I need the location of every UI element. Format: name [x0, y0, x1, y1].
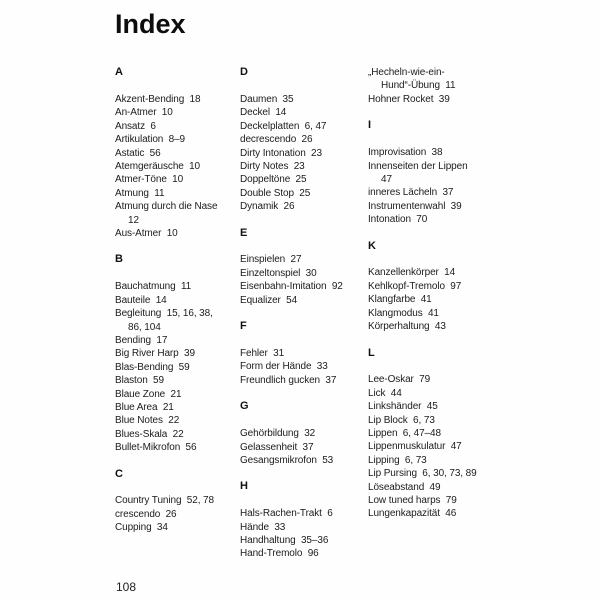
index-entry — [368, 440, 518, 453]
index-entry — [115, 294, 240, 307]
index-entry — [240, 106, 368, 119]
index-column — [368, 66, 518, 561]
index-entry — [240, 441, 368, 454]
index-entry — [115, 160, 240, 173]
index-entry — [240, 187, 368, 200]
index-entry — [368, 146, 518, 159]
index-entry-text: Lip Block 6, 73 — [368, 414, 435, 426]
index-entry — [368, 200, 518, 213]
index-section-f — [240, 320, 368, 387]
section-letter: B — [115, 253, 123, 266]
index-entry-text: Körperhaltung 43 — [368, 321, 446, 333]
index-entry-text: Hände 33 — [240, 521, 286, 533]
index-entry-text: Atemgeräusche 10 — [115, 160, 201, 172]
index-entry — [115, 93, 240, 106]
index-column — [240, 66, 368, 561]
index-entry-text: Blas-Bending 59 — [115, 361, 190, 373]
index-entry — [115, 200, 240, 227]
index-section-k — [368, 240, 518, 334]
index-entry-text: Gesangsmikrofon 53 — [240, 454, 334, 466]
index-section-a — [115, 66, 240, 240]
index-entry — [240, 133, 368, 146]
index-entry-text: Deckelplatten 6, 47 — [240, 120, 327, 132]
index-entry-text: decrescendo 26 — [240, 134, 313, 146]
index-columns — [115, 66, 580, 561]
index-entry-text: Dirty Intonation 23 — [240, 147, 322, 159]
index-entry-text: inneres Lächeln 37 — [368, 187, 454, 199]
index-entry-text: Kanzellenkörper 14 — [368, 267, 456, 279]
section-letter: F — [240, 320, 247, 333]
index-entry-text: Gehörbildung 32 — [240, 428, 316, 440]
index-entry-text: Lipping 6, 73 — [368, 454, 427, 466]
index-entry-text: Daumen 35 — [240, 93, 294, 105]
index-section-c — [115, 468, 240, 535]
index-section-l — [368, 347, 518, 521]
index-entry — [368, 373, 518, 386]
index-entry — [240, 534, 368, 547]
index-entry-text: Löseabstand 49 — [368, 481, 441, 493]
index-entry — [115, 361, 240, 374]
index-entry — [115, 508, 240, 521]
index-entry-text: Improvisation 38 — [368, 147, 443, 159]
page-number: 108 — [116, 580, 137, 594]
index-entry — [240, 93, 368, 106]
index-entry — [115, 334, 240, 347]
index-entry-text: Double Stop 25 — [240, 187, 311, 199]
index-entry-text: Lick 44 — [368, 387, 402, 399]
index-entry — [368, 266, 518, 279]
index-entry-text: Atmung 11 — [115, 187, 165, 199]
section-letter: L — [368, 346, 375, 359]
index-entry-text: Einspielen 27 — [240, 254, 302, 266]
index-entry-text: Hand-Tremolo 96 — [240, 548, 319, 560]
index-entry-text: Lip Pursing 6, 30, 73, 89 — [368, 468, 477, 480]
index-entry — [115, 414, 240, 427]
index-entry-text: Deckel 14 — [240, 107, 287, 119]
index-entry — [240, 427, 368, 440]
index-entry — [240, 267, 368, 280]
index-entry — [240, 120, 368, 133]
index-entry — [368, 427, 518, 440]
index-entry-text: Lee-Oskar 79 — [368, 374, 431, 386]
index-entry-text: Intonation 70 — [368, 214, 428, 226]
index-entry — [368, 481, 518, 494]
index-entry-text: Handhaltung 35–36 — [240, 535, 329, 547]
index-entry-text: Cupping 34 — [115, 522, 168, 534]
index-entry-continuation: 47 — [381, 173, 392, 185]
index-entry-text: Innenseiten der Lippen — [368, 160, 468, 172]
index-entry — [240, 547, 368, 560]
index-entry — [368, 387, 518, 400]
page-title: Index — [115, 9, 186, 39]
section-letter: D — [240, 66, 248, 78]
index-entry — [240, 360, 368, 373]
index-entry — [368, 414, 518, 427]
index-entry-text: Lungenkapazität 46 — [368, 508, 457, 520]
index-entry — [115, 307, 240, 334]
index-entry-text: Gelassenheit 37 — [240, 441, 314, 453]
index-entry — [368, 160, 518, 187]
index-entry-text: Kehlkopf-Tremolo 97 — [368, 280, 462, 292]
index-entry-text: Lippenmuskulatur 47 — [368, 441, 462, 453]
section-letter: K — [368, 239, 376, 252]
index-section-continued — [368, 66, 518, 106]
index-entry-text: Klangfarbe 41 — [368, 294, 432, 306]
index-entry — [115, 187, 240, 200]
index-entry-text: Akzent-Bending 18 — [115, 93, 201, 105]
section-letter: E — [240, 226, 248, 239]
index-entry-text: Atmer-Töne 10 — [115, 174, 184, 186]
index-entry-text: Freundlich gucken 37 — [240, 374, 337, 386]
index-entry — [115, 227, 240, 240]
index-entry-text: Begleitung 15, 16, 38, — [115, 308, 213, 320]
index-entry-text: Low tuned harps 79 — [368, 495, 457, 507]
index-section-h — [240, 480, 368, 561]
index-entry-text: Artikulation 8–9 — [115, 134, 186, 146]
index-section-g — [240, 400, 368, 467]
index-entry — [240, 454, 368, 467]
index-entry-text: Country Tuning 52, 78 — [115, 495, 214, 507]
index-entry — [240, 253, 368, 266]
index-entry — [115, 521, 240, 534]
section-letter: A — [115, 66, 123, 78]
index-entry-text: Klangmodus 41 — [368, 307, 439, 319]
index-entry — [115, 120, 240, 133]
index-entry — [115, 374, 240, 387]
index-entry-text: An-Atmer 10 — [115, 107, 173, 119]
index-entry-text: Atmung durch die Nase — [115, 201, 218, 213]
index-section-d — [240, 66, 368, 214]
index-entry-text: Bending 17 — [115, 334, 168, 346]
index-entry-text: Blue Area 21 — [115, 401, 174, 413]
index-entry-text: Form der Hände 33 — [240, 361, 328, 373]
index-entry — [115, 133, 240, 146]
index-entry — [115, 173, 240, 186]
index-entry-text: Blaston 59 — [115, 375, 164, 387]
index-entry-text: Blue Notes 22 — [115, 415, 180, 427]
section-letter: G — [240, 400, 249, 413]
index-entry — [115, 106, 240, 119]
index-entry-text: Lippen 6, 47–48 — [368, 428, 441, 440]
section-letter: H — [240, 480, 248, 493]
index-entry — [368, 494, 518, 507]
index-entry-continuation: 12 — [128, 214, 139, 226]
index-entry — [115, 494, 240, 507]
index-entry-text: Equalizer 54 — [240, 294, 298, 306]
index-entry — [240, 294, 368, 307]
index-section-e — [240, 227, 368, 308]
index-entry — [368, 320, 518, 333]
index-entry — [368, 454, 518, 467]
index-entry — [368, 66, 518, 93]
index-entry-text: Instrumentenwahl 39 — [368, 200, 462, 212]
index-entry — [115, 441, 240, 454]
index-entry-text: Fehler 31 — [240, 348, 285, 359]
index-entry — [368, 400, 518, 413]
section-letter: I — [368, 119, 372, 132]
index-entry — [115, 401, 240, 414]
index-entry-text: Bauchatmung 11 — [115, 281, 192, 293]
index-entry-text: Blaue Zone 21 — [115, 388, 182, 400]
index-entry-text: Doppeltöne 25 — [240, 174, 307, 186]
index-entry-text: Big River Harp 39 — [115, 348, 195, 360]
index-entry — [368, 186, 518, 199]
index-entry-text: Linkshänder 45 — [368, 401, 438, 413]
index-entry — [115, 428, 240, 441]
index-entry-text: Hals-Rachen-Trakt 6 — [240, 508, 333, 520]
index-entry — [368, 293, 518, 306]
index-entry-text: Blues-Skala 22 — [115, 428, 184, 440]
index-entry — [115, 388, 240, 401]
index-entry-continuation: 86, 104 — [128, 321, 161, 333]
index-entry — [240, 160, 368, 173]
index-entry — [240, 280, 368, 293]
index-entry-continuation: Hund“-Übung 11 — [381, 80, 456, 92]
index-entry — [368, 307, 518, 320]
index-entry — [368, 93, 518, 106]
index-entry — [240, 147, 368, 160]
index-entry — [115, 280, 240, 293]
index-entry — [240, 347, 368, 360]
index-column — [115, 66, 240, 561]
index-entry — [115, 147, 240, 160]
index-entry-text: Dirty Notes 23 — [240, 160, 305, 172]
index-entry-text: crescendo 26 — [115, 508, 177, 520]
section-letter: C — [115, 467, 123, 480]
index-entry — [240, 521, 368, 534]
index-entry-text: Ansatz 6 — [115, 120, 156, 132]
index-entry-text: Dynamik 26 — [240, 201, 295, 213]
index-entry — [368, 213, 518, 226]
index-entry — [240, 200, 368, 213]
index-entry — [115, 347, 240, 360]
index-entry — [368, 507, 518, 520]
index-entry — [368, 280, 518, 293]
index-entry — [240, 507, 368, 520]
index-entry-text: Einzeltonspiel 30 — [240, 267, 317, 279]
index-section-b — [115, 253, 240, 454]
index-entry — [240, 374, 368, 387]
index-entry-text: Aus-Atmer 10 — [115, 227, 178, 239]
index-entry-text: Astatic 56 — [115, 147, 161, 159]
index-entry — [368, 467, 518, 480]
index-entry-text: Bullet-Mikrofon 56 — [115, 442, 197, 454]
index-entry-text: Bauteile 14 — [115, 294, 167, 306]
index-entry-text: „Hecheln-wie-ein- — [368, 67, 445, 78]
index-entry-text: Hohner Rocket 39 — [368, 93, 450, 105]
index-section-i — [368, 119, 518, 226]
index-entry-text: Eisenbahn-Imitation 92 — [240, 281, 343, 293]
index-entry — [240, 173, 368, 186]
